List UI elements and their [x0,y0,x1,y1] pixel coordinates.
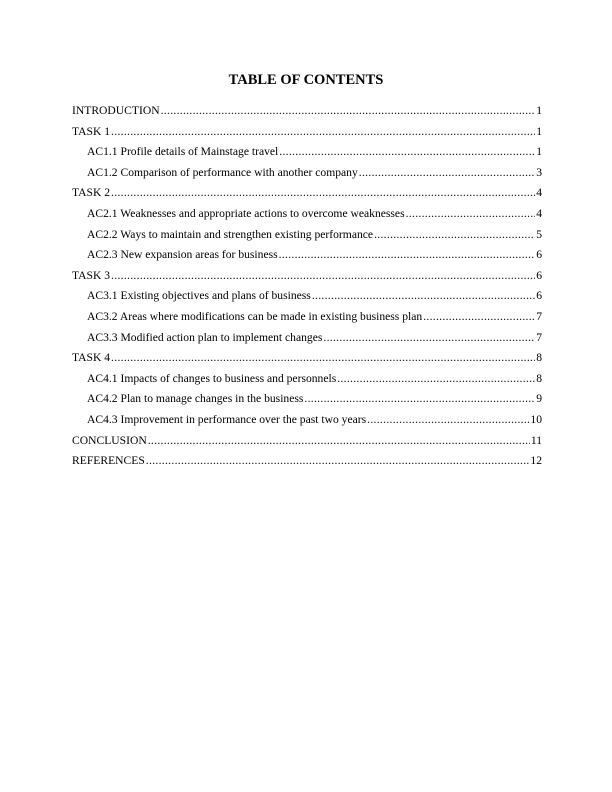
toc-dot-leader [146,451,530,472]
toc-title: TABLE OF CONTENTS [228,72,384,88]
toc-entry[interactable] [72,266,542,287]
toc-entry-label: INTRODUCTION [72,104,160,117]
toc-entry-label: AC1.2 Comparison of performance with another company [87,165,358,179]
toc-entry-label: AC2.3 New expansion areas for business [87,248,278,262]
toc-dot-leader [148,431,530,452]
toc-entry-label: AC3.2 Areas where modifications can be made in existing business plan [87,309,423,323]
toc-entry[interactable] [72,369,542,390]
toc-entry-page: 12 [530,454,542,468]
toc-entry-label: TASK 4 [72,351,111,365]
toc-dot-leader [374,225,535,246]
toc-entry[interactable] [72,389,542,410]
toc-entry-page: 8 [536,351,542,365]
toc-entry[interactable] [72,245,542,266]
toc-entry[interactable] [72,286,542,307]
toc-dot-leader [279,142,535,163]
toc-entry-page: 1 [536,104,542,117]
toc-dot-leader [304,389,535,410]
toc-entry[interactable] [72,328,542,349]
toc-entry-page: 7 [536,309,542,323]
toc-entry-page: 5 [536,227,542,241]
toc-dot-leader [312,286,535,307]
toc-entry[interactable] [72,307,542,328]
toc-entry-label: TASK 2 [72,186,111,200]
toc-entry-label: AC4.1 Impacts of changes to business and personnels [87,371,337,385]
toc-entry-label: TASK 1 [72,124,111,138]
toc-entry-page: 11 [530,433,542,447]
toc-entry[interactable] [72,431,542,452]
toc-dot-leader [111,266,535,287]
toc-entry-label: AC2.2 Ways to maintain and strengthen existing performance [87,227,374,241]
toc-dot-leader [406,204,536,225]
toc-entry-page: 3 [536,165,542,179]
toc-entry[interactable] [72,163,542,184]
toc-entry[interactable] [72,451,542,472]
toc-dot-leader [111,348,535,369]
toc-entry-label: REFERENCES [72,454,145,468]
toc-dot-leader [161,101,536,122]
toc-entry-label: AC3.1 Existing objectives and plans of business [87,289,311,303]
toc-entry-page: 7 [536,330,542,344]
toc-dot-leader [337,369,535,390]
toc-entry-label: AC2.1 Weaknesses and appropriate actions to overcome weaknesses [87,206,405,220]
toc-entry-label: AC3.3 Modified action plan to implement changes [87,330,323,344]
toc-entry-page: 4 [536,206,542,220]
toc-dot-leader [423,307,535,328]
toc-entry[interactable] [72,101,542,122]
toc-entry[interactable] [72,410,542,431]
toc-entry-label: AC1.1 Profile details of Mainstage travel [87,145,279,159]
toc-dot-leader [111,183,535,204]
toc-entry-page: 1 [536,124,542,138]
toc-dot-leader [367,410,529,431]
toc-dot-leader [279,245,536,266]
toc-entry-page: 6 [536,289,542,303]
toc-dot-leader [359,163,535,184]
toc-entry[interactable] [72,122,542,143]
toc-entry[interactable] [72,225,542,246]
toc-list [72,101,542,472]
toc-entry-page: 8 [536,371,542,385]
toc-entry-page: 6 [536,248,542,262]
toc-entry-label: CONCLUSION [72,433,147,447]
toc-dot-leader [323,328,535,349]
toc-entry[interactable] [72,183,542,204]
toc-entry-page: 1 [536,145,542,159]
toc-entry-label: AC4.2 Plan to manage changes in the business [87,392,304,406]
toc-entry-page: 4 [536,186,542,200]
toc-entry-label: TASK 3 [72,268,111,282]
toc-entry[interactable] [72,348,542,369]
toc-entry-page: 10 [530,412,542,426]
toc-entry[interactable] [72,142,542,163]
toc-entry[interactable] [72,204,542,225]
toc-entry-page: 9 [536,392,542,406]
toc-dot-leader [111,122,535,143]
toc-entry-label: AC4.3 Improvement in performance over the past two years [87,412,367,426]
toc-entry-page: 6 [536,268,542,282]
